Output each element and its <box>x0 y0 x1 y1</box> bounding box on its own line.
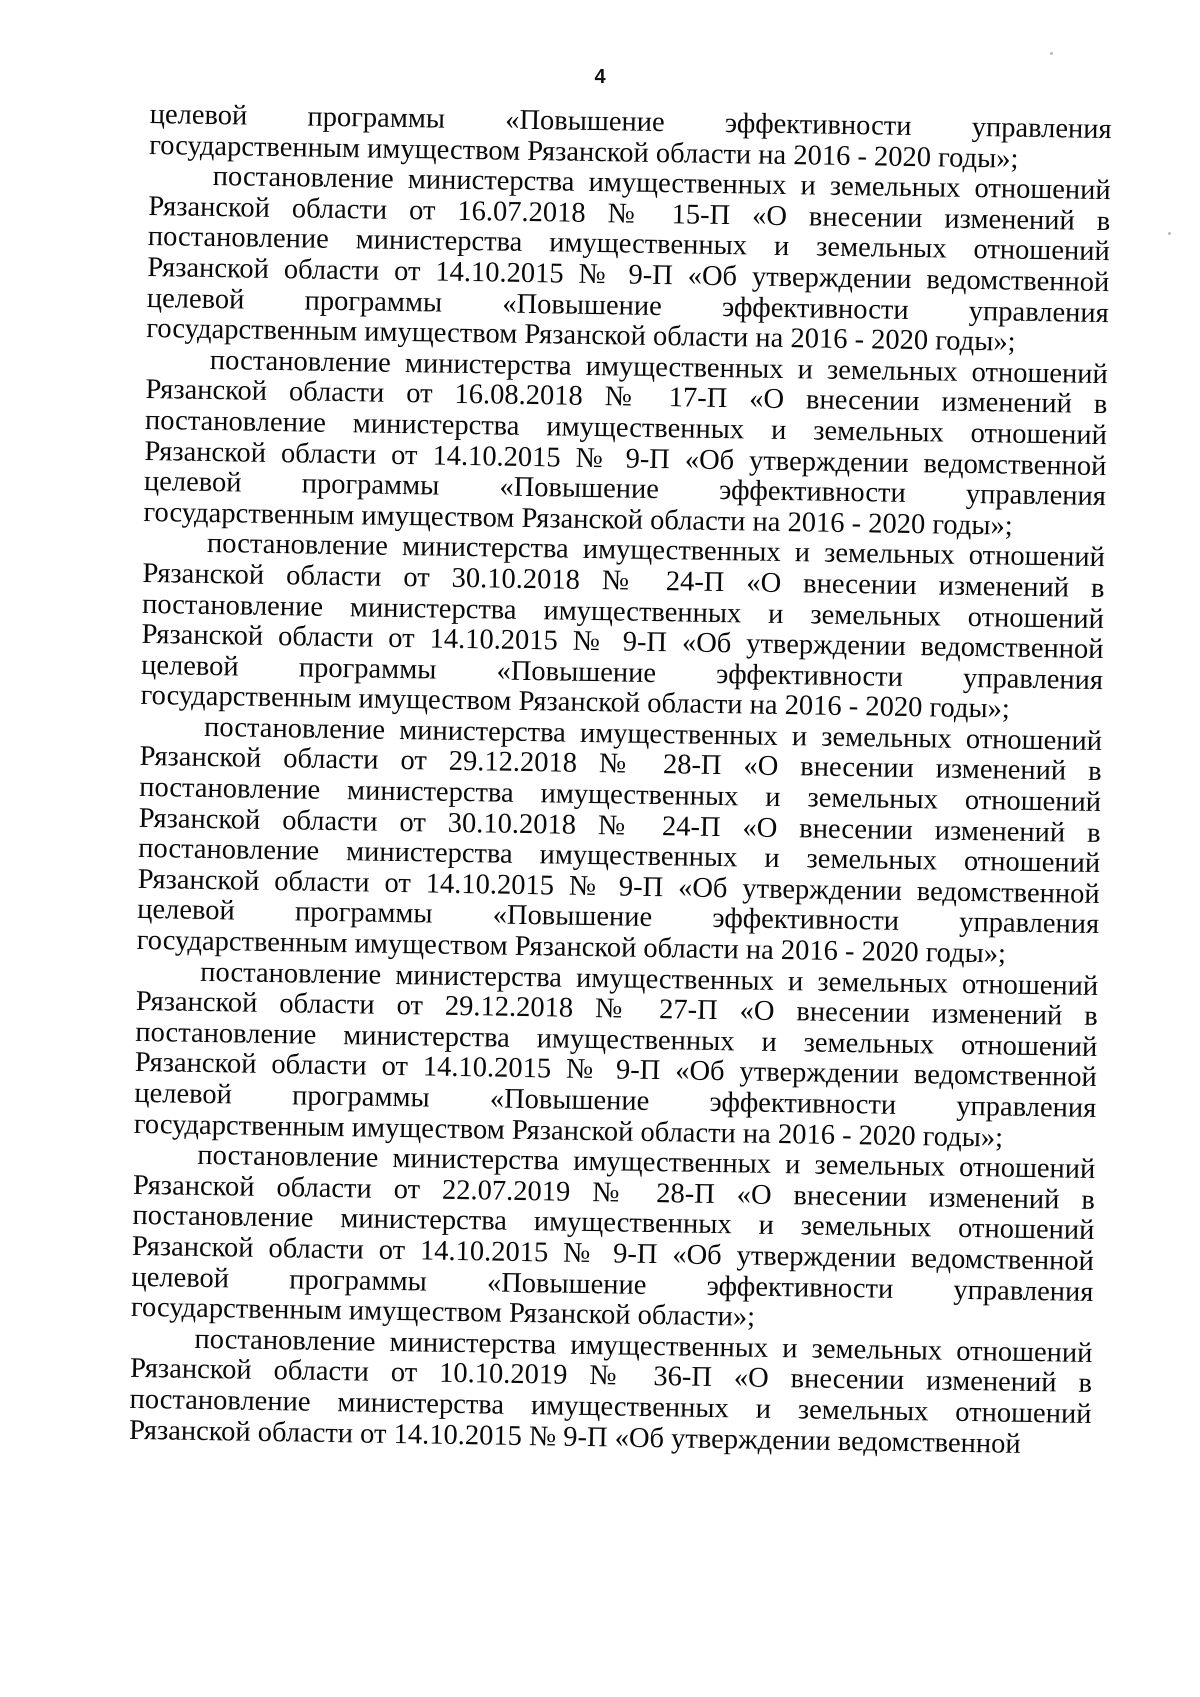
paragraph-5: постановление министерства имущественных и земельных отношений Рязанской области от 29.12.2018 № 28-П «О внесении изменений в постановление министерства имущественных и земельных отношений Рязанской области от 30.10.2018 № 24-П «О внесении изменений в постановление министерства имущественных и земельных отношений Рязанской области от 14.10.2015 № 9-П «Об утверждении ведомственной целевой программы «Повышение эффективности управления государственным имуществом Рязанской области на 2016 - 2020 годы»; <box>136 711 1103 970</box>
paragraph-2: постановление министерства имущественных и земельных отношений Рязанской области от 16.07.2018 № 15-П «О внесении изменений в постановление министерства имущественных и земельных отношений Рязанской области от 14.10.2015 № 9-П «Об утверждении ведомственной целевой программы «Повышение эффективности управления государственным имуществом Рязанской области на 2016 - 2020 годы»; <box>146 161 1111 358</box>
paragraph-3: постановление министерства имущественных и земельных отношений Рязанской области от 16.08.2018 № 17-П «О внесении изменений в постановление министерства имущественных и земельных отношений Рязанской области от 14.10.2015 № 9-П «Об утверждении ведомственной целевой программы «Повышение эффективности управления государственным имуществом Рязанской области на 2016 - 2020 годы»; <box>143 344 1109 542</box>
paragraph-7: постановление министерства имущественных и земельных отношений Рязанской области от 22.07.2019 № 28-П «О внесении изменений в постановление министерства имущественных и земельных отношений Рязанской области от 14.10.2015 № 9-П «Об утверждении ведомственной целевой программы «Повышение эффективности управления государственным имуществом Рязанской области»; <box>130 1140 1096 1333</box>
paragraph-4: постановление министерства имущественных и земельных отношений Рязанской области от 30.10.2018 № 24-П «О внесении изменений в постановление министерства имущественных и земельных отношений Рязанской области от 14.10.2015 № 9-П «Об утверждении ведомственной целевой программы «Повышение эффективности управления государственным имуществом Рязанской области на 2016 - 2020 годы»; <box>140 528 1106 725</box>
paragraph-6: постановление министерства имущественных и земельных отношений Рязанской области от 29.12.2018 № 27-П «О внесении изменений в постановление министерства имущественных и земельных отношений Рязанской области от 14.10.2015 № 9-П «Об утверждении ведомственной целевой программы «Повышение эффективности управления государственным имуществом Рязанской области на 2016 - 2020 годы»; <box>133 956 1099 1154</box>
page-number: 4 <box>594 66 606 88</box>
body-text <box>129 100 1112 1461</box>
scan-speck <box>1050 52 1053 55</box>
paragraph-8-partial: постановление министерства имущественных и земельных отношений Рязанской области от 10.10.2019 № 36-П «О внесении изменений в постановление министерства имущественных и земельных отношений Рязанской области от 14.10.2015 № 9-П «Об утверждении ведомственной <box>128 1323 1093 1460</box>
scan-speck <box>1168 232 1171 235</box>
paragraph-1-continuation: целевой программы «Повышение эффективности управления государственным имуществом Рязанской области на 2016 - 2020 годы»; <box>149 99 1112 175</box>
